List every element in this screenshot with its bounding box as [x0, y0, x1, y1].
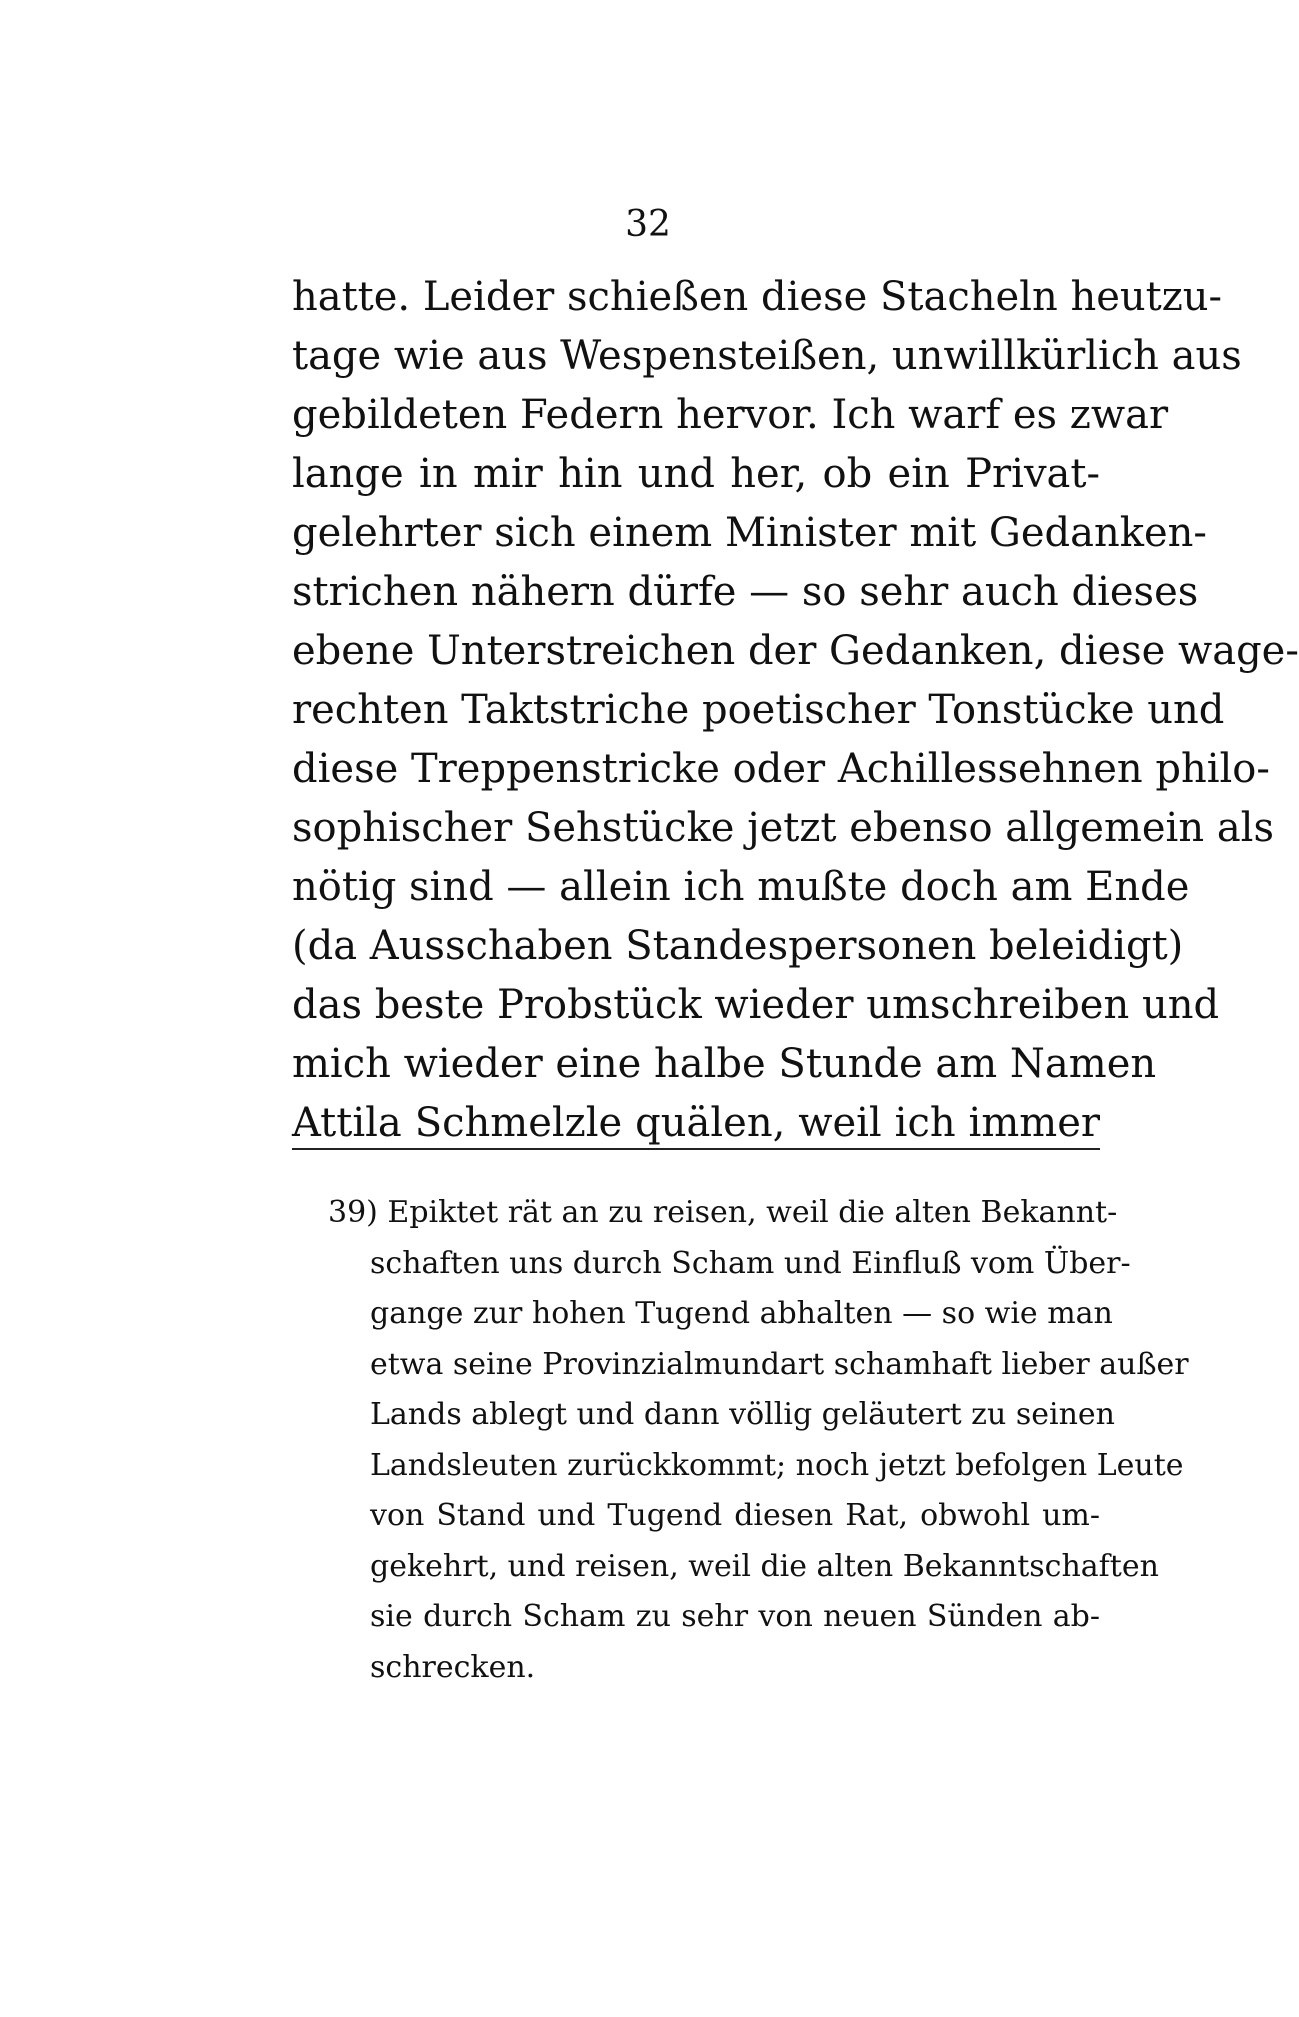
text-line: rechten Taktstriche poetischer Tonstücke und [292, 687, 1225, 733]
footnote-line: schaften uns durch Scham und Einfluß vom Über- [370, 1245, 1131, 1281]
text-line: hatte. Leider schießen diese Stacheln heutzu- [292, 274, 1223, 320]
text-line: das beste Probstück wieder umschreiben und [292, 982, 1220, 1028]
footnote-line: etwa seine Provinzialmundart schamhaft lieber außer [370, 1346, 1189, 1382]
footnote-line: 39) Epiktet rät an zu reisen, weil die alten Bekannt- [328, 1195, 1118, 1230]
text-line: tage wie aus Wespensteißen, unwillkürlich aus [292, 333, 1242, 379]
footnote-block [328, 1188, 1189, 1693]
footnote-line: sie durch Scham zu sehr von neuen Sünden ab- [370, 1599, 1100, 1634]
footnote-line: schrecken. [370, 1649, 536, 1685]
text-line: gelehrter sich einem Minister mit Gedanken- [292, 510, 1207, 556]
text-line: mich wieder eine halbe Stunde am Namen [292, 1041, 1157, 1087]
footnote-divider [292, 1148, 1100, 1150]
footnote-line: gekehrt, und reisen, weil die alten Bekanntschaften [370, 1548, 1159, 1584]
text-line: (da Ausschaben Standespersonen beleidigt) [292, 923, 1184, 969]
text-line: diese Treppenstricke oder Achillessehnen philo- [292, 746, 1270, 792]
text-line: strichen nähern dürfe — so sehr auch dieses [292, 569, 1199, 615]
page-number: 32 [625, 204, 671, 245]
text-line: gebildeten Federn hervor. Ich warf es zwar [292, 392, 1169, 438]
text-line: nötig sind — allein ich mußte doch am Ende [292, 864, 1190, 910]
footnote-line: Landsleuten zurückkommt; noch jetzt befolgen Leute [370, 1447, 1184, 1483]
footnote-line: von Stand und Tugend diesen Rat, obwohl um- [370, 1498, 1100, 1533]
text-line: lange in mir hin und her, ob ein Privat- [292, 451, 1100, 497]
text-line: Attila Schmelzle quälen, weil ich immer [292, 1100, 1100, 1146]
text-line: ebene Unterstreichen der Gedanken, diese wage- [292, 628, 1299, 674]
footnote-line: gange zur hohen Tugend abhalten — so wie man [370, 1296, 1113, 1331]
main-text-block [292, 268, 1299, 1153]
footnote-line: Lands ablegt und dann völlig geläutert zu seinen [370, 1397, 1115, 1432]
text-line: sophischer Sehstücke jetzt ebenso allgemein als [292, 805, 1274, 851]
